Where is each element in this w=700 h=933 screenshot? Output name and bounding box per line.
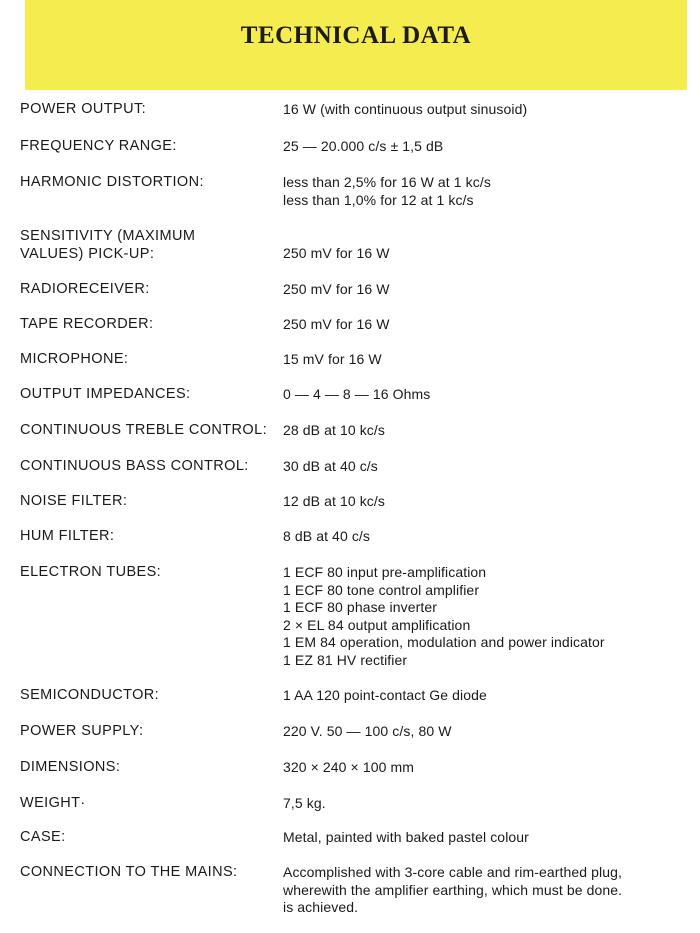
spec-label <box>20 174 204 192</box>
spec-value <box>283 281 390 299</box>
spec-value-line: Metal, painted with baked pastel colour <box>283 829 529 845</box>
spec-label <box>20 101 146 119</box>
spec-label-line: SEMICONDUCTOR: <box>20 687 160 703</box>
spec-label-line: CONNECTION TO THE MAINS: <box>20 864 238 880</box>
spec-value <box>283 564 605 669</box>
page-title: TECHNICAL DATA <box>240 22 472 49</box>
spec-label <box>20 493 127 511</box>
spec-value <box>283 351 382 369</box>
spec-value <box>283 245 390 263</box>
spec-value-line: 1 ECF 80 phase inverter <box>283 599 438 615</box>
spec-value-line: 2 × EL 84 output amplification <box>283 616 471 633</box>
spec-value <box>283 528 370 546</box>
spec-value-line: 25 — 20.000 c/s ± 1,5 dB <box>283 138 444 154</box>
spec-label-line: VALUES) PICK-UP: <box>20 245 155 262</box>
spec-value-line: Accomplished with 3-core cable and rim-earthed plug, <box>283 864 623 880</box>
spec-label <box>20 864 237 882</box>
spec-label-line: POWER SUPPLY: <box>20 723 144 739</box>
spec-value-line: 15 mV for 16 W <box>283 351 382 367</box>
spec-label <box>20 422 267 440</box>
spec-value-line: 1 ECF 80 tone control amplifier <box>283 581 480 598</box>
spec-value-line: wherewith the amplifier earthing, which must be done. <box>283 881 623 898</box>
spec-value <box>283 101 527 119</box>
spec-label <box>20 351 128 369</box>
spec-value <box>283 316 390 334</box>
spec-label <box>20 316 153 334</box>
spec-value-line: is achieved. <box>283 899 359 915</box>
spec-value-line: 8 dB at 40 c/s <box>283 528 371 544</box>
spec-label-line: HUM FILTER: <box>20 528 115 544</box>
spec-value <box>283 138 443 156</box>
spec-label-line: WEIGHT· <box>20 795 86 811</box>
spec-value-line: 1 EM 84 operation, modulation and power indicator <box>283 634 605 650</box>
spec-label-line: CASE: <box>20 829 66 845</box>
spec-value-line: 250 mV for 16 W <box>283 316 390 332</box>
spec-value-line: 16 W (with continuous output sinusoid) <box>283 101 528 117</box>
spec-label <box>20 687 159 705</box>
spec-label-line: RADIORECEIVER: <box>20 281 150 297</box>
spec-value <box>283 795 326 813</box>
spec-value-line: 1 EZ 81 HV rectifier <box>283 651 408 668</box>
spec-label-line: ELECTRON TUBES: <box>20 564 162 580</box>
spec-label <box>20 458 249 476</box>
spec-value <box>283 422 385 440</box>
spec-value-line: 12 dB at 10 kc/s <box>283 493 385 509</box>
spec-value <box>283 829 529 847</box>
spec-label <box>20 528 114 546</box>
spec-value-line: 250 mV for 16 W <box>283 245 390 261</box>
spec-value-line: 220 V. 50 — 100 c/s, 80 W <box>283 723 452 739</box>
spec-label-line: DIMENSIONS: <box>20 759 121 775</box>
spec-label-line: NOISE FILTER: <box>20 493 128 509</box>
spec-value-line: 0 — 4 — 8 — 16 Ohms <box>283 386 431 402</box>
spec-label <box>20 138 177 156</box>
spec-value <box>283 386 430 404</box>
spec-label <box>20 795 86 813</box>
spec-value-line: 30 dB at 40 c/s <box>283 458 378 474</box>
spec-label-line: CONTINUOUS TREBLE CONTROL: <box>20 422 267 438</box>
spec-label-line: MICROPHONE: <box>20 351 129 367</box>
spec-value <box>283 174 491 209</box>
spec-label-line: HARMONIC DISTORTION: <box>20 174 204 190</box>
spec-label <box>20 228 195 263</box>
spec-value <box>283 723 452 741</box>
spec-value-line: 320 × 240 × 100 mm <box>283 759 414 775</box>
spec-value-line: less than 1,0% for 12 at 1 kc/s <box>283 191 474 208</box>
spec-value-line: 28 dB at 10 kc/s <box>283 422 385 438</box>
spec-label-line: TAPE RECORDER: <box>20 316 154 332</box>
spec-label <box>20 723 143 741</box>
spec-label <box>20 386 190 404</box>
spec-label <box>20 759 120 777</box>
spec-label-line: OUTPUT IMPEDANCES: <box>20 386 191 402</box>
spec-value-line: 1 ECF 80 input pre-amplification <box>283 564 487 580</box>
spec-value <box>283 759 414 777</box>
spec-label <box>20 564 161 582</box>
spec-value <box>283 458 378 476</box>
spec-value-line: less than 2,5% for 16 W at 1 kc/s <box>283 174 491 190</box>
spec-value <box>283 687 487 705</box>
spec-label-line: SENSITIVITY (MAXIMUM <box>20 228 196 244</box>
spec-label <box>20 281 150 299</box>
spec-value-line: 250 mV for 16 W <box>283 281 390 297</box>
title-banner <box>25 0 687 90</box>
spec-value <box>283 493 385 511</box>
spec-value-line: 1 AA 120 point-contact Ge diode <box>283 687 487 703</box>
spec-label-line: POWER OUTPUT: <box>20 101 147 117</box>
spec-label-line: CONTINUOUS BASS CONTROL: <box>20 458 249 474</box>
spec-label <box>20 829 66 847</box>
spec-value <box>283 864 622 917</box>
spec-label-line: FREQUENCY RANGE: <box>20 138 177 154</box>
spec-value-line: 7,5 kg. <box>283 795 326 811</box>
